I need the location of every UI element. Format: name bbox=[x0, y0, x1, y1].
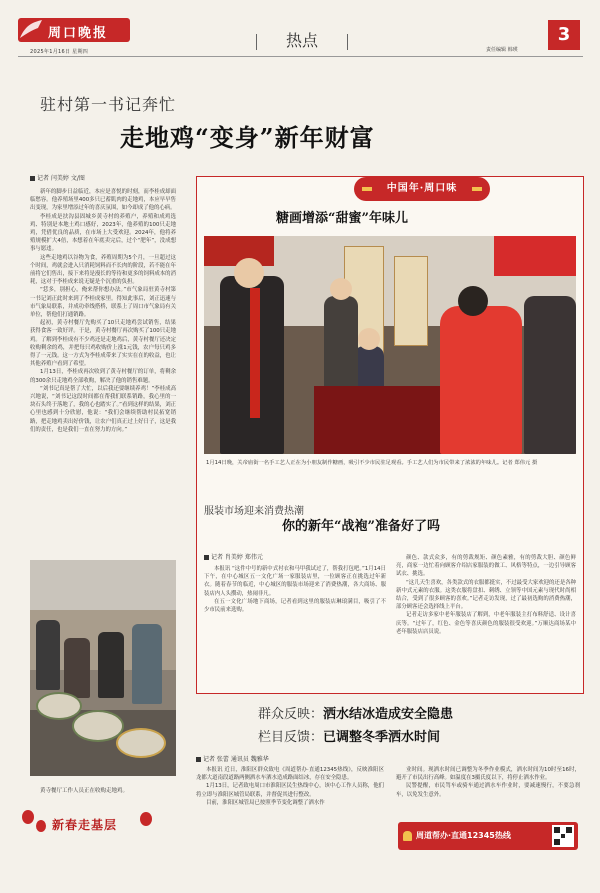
kicker-text: 已调整冬季洒水时间 bbox=[323, 730, 441, 745]
photo-caption: 黄寺餐厅工作人员正在收购走地鸡。 bbox=[40, 788, 129, 794]
column-badge bbox=[354, 177, 490, 201]
byline-text: 记者 肖美婷 郑伟元 bbox=[211, 554, 263, 561]
paragraph: 新年的脚步日益临近，本应是喜悦的时刻，而李桂成却面临愁容。他养殖场里400多只已蓄肌肉的走地鸡，本应早早售出变现，为家里增添过年的喜庆氛围，如今却成了他的心病。 bbox=[30, 189, 176, 212]
paragraph: 业时间。现洒水时间已调整为冬季作业模式，洒水时间为10时至16时，避开了市民出行高峰。如温度在3摄氏度以下，将停止洒水作业。 bbox=[396, 767, 580, 782]
masthead-logo bbox=[18, 18, 130, 42]
kicker-label: 栏目反馈： bbox=[258, 730, 324, 745]
paragraph: 1月13日，李桂成再次收到了黄寺村餐厅的订单，将剩余的300余只走地鸡全部收购，解决了他的销售难题。 bbox=[30, 369, 176, 384]
paragraph: 在五一文化广场地下商场，记者看到这里的服装店琳琅满目，吸引了不少市民前来选购。 bbox=[204, 598, 386, 614]
byline-marker bbox=[204, 555, 209, 560]
paragraph: 民警提醒，市民驾车或骑车通过洒水车作业时，要减速慢行，不要急刹车，以免发生意外。 bbox=[396, 783, 580, 798]
paragraph: 目前，淮阳区城管局已按照季节变化调整了洒水作 bbox=[206, 799, 325, 806]
editor-credit: 责任编辑 韩瑛 bbox=[486, 47, 518, 53]
issue-date: 2025年1月16日 星期四 bbox=[30, 49, 89, 55]
main-body bbox=[30, 188, 176, 556]
kicker-label: 群众反映： bbox=[258, 707, 324, 722]
bottom-body-left bbox=[196, 766, 384, 876]
paragraph: 颜色、款式众多，有的剪裁规矩、颜色素雅，有的剪裁大胆、颜色鲜亮，商家一边忙着向顾客介绍店家服装的做工、风格等特点，一边引导顾客试衣、挑选。 bbox=[396, 555, 576, 578]
lantern-icon bbox=[36, 820, 46, 832]
hotline-banner bbox=[398, 822, 578, 850]
paragraph: 本报讯 “这件中号的新中式衬衣和马甲我试过了，帮我打包吧。”1月14日下午，在中心城区五一文化广场一家服装店里，一位顾客正在挑选过年新衣。随着春节的临近，中心城区的服装市场迎来了消费热潮，各大商场、服装店内人头攒动，热闹非凡。 bbox=[204, 566, 386, 597]
byline-marker bbox=[30, 176, 35, 181]
divider bbox=[256, 34, 257, 50]
banner-text: 新春走基层 bbox=[52, 818, 118, 832]
masthead-title: 周口晚报 bbox=[48, 26, 109, 41]
feature2-kicker: 服装市场迎来消费热潮 bbox=[204, 506, 304, 517]
paragraph: 记者走访多家中老年服装店了解到，中老年服装主打布料舒适、设计喜庆等。“过年了，红色、金色等喜庆颜色的服装很受欢迎。”万顺达商场某中老年服装店店员说。 bbox=[396, 612, 576, 635]
page-number: 3 bbox=[548, 20, 580, 50]
kicker-text: 洒水结冰造成安全隐患 bbox=[323, 707, 454, 722]
paragraph: 起初，黄寺村餐厅先购买了10只走地鸡尝试销售，结果获得食客一致好评。于是，黄寺村餐厅再次购买了100只走地鸡。了解到李桂成有不少鸡还是走地鸡后，黄寺村餐厅还决定收购剩余的鸡，并把每只鸡收购价上涨1元钱，农户每只鸡多得了一元钱。这一方式为李桂成带来了实实在在的收益，也让其他养殖户看到了希望。 bbox=[30, 320, 176, 368]
paragraph: “刘书记真是帮了大忙，以后我还要继续养鸡！”李桂成高兴地说，“刘书记这段时间都在帮我们联系销路，我心里的一块石头终于落地了，我的心也踏实了。”看到这样的结果，刘正心里也感到十分欣慰，他说：“我们会继续帮助村民拓宽销路，把走地鸡卖出好价钱，让农户们真正过上好日子，这是我们的责任，也是我们一直在努力的方向。” bbox=[30, 385, 176, 433]
lantern-icon bbox=[140, 812, 152, 826]
new-spring-banner bbox=[18, 806, 158, 840]
paragraph: 本报讯 近日，淮阳区群众致电《周道帮办·直通12345热线》，反映淮阳区龙都大道南段道路两侧洒水车洒水造成路面结冰，存在安全隐患。 bbox=[196, 767, 384, 782]
divider bbox=[347, 34, 348, 50]
paragraph: “恁多，别担心，俺来帮你想办法。”市气象局驻黄寺村第一书记刘正此时来到了李桂成家里。得知此事后，刘正迅速与市气象局联系，并成功牵线搭桥，联系上了周口市气象局有关单位，帮他们打通销路。 bbox=[30, 287, 176, 319]
paragraph: 这些走地鸡以谷物为食，养殖周期为5个月，一旦超过这个时间，鸡就会进入只消耗饲料而不长肉的阶段，若不能在年前将它们售出，接下来将是漫长的等待和更多的饲料成本的消耗，这对于李桂成来说无疑是个沉重的负担。 bbox=[30, 254, 176, 286]
feature2-body-right bbox=[396, 554, 576, 687]
paragraph: “这儿天生喜欢，各类款式的衣服都挺实，不过最受大家欢迎的还是各种新中式元素的衣服。这类衣服将盘扣、刺绣、立领等中国元素与现代时尚相结合，受到了很多顾客的喜欢。”记者走访发现，过了最初选购的消费热潮，部分顾客还会选择线上平台。 bbox=[396, 579, 576, 611]
main-kicker: 驻村第一书记奔忙 bbox=[40, 95, 177, 114]
sugar-painting-photo bbox=[204, 236, 576, 454]
feature-photo-caption: 1月14日晚，关帝庙街一名手工艺人正在为小朋友制作糖画，吸引不少市民驻足观看。手工艺人们为市民带来了浓浓的年味儿。记者 郑伟元 摄 bbox=[206, 460, 538, 466]
main-headline: 走地鸡“变身”新年财富 bbox=[120, 123, 375, 152]
byline-marker bbox=[196, 757, 201, 762]
main-byline bbox=[30, 173, 85, 182]
ornament-icon bbox=[362, 187, 372, 191]
badge-text: 中国年·周口味 bbox=[386, 183, 458, 194]
ornament-icon bbox=[472, 187, 482, 191]
bottom-kicker-feedback bbox=[258, 726, 440, 745]
paragraph: 李桂成是扶沟县固城乡黄寺村的养殖户，养殖和成鸡选鸡、特别是本地土鸡口感好，2023年，他养殖的100只走地鸡，凭借优良的品质，在市场上大受欢迎。2024年，他将养殖规模扩大4倍，本想着在年底卖完后，过个“肥年”，没成想事与愿违。 bbox=[30, 213, 176, 253]
paragraph: 1月13日，记者致电周口市淮阳区民生热线中心，该中心工作人员称，他们将立即与淮阳区城管局联系，并督促其进行整改。 bbox=[196, 783, 384, 798]
chicken-sale-photo bbox=[30, 560, 176, 776]
byline-text: 记者 闫美婷 文/图 bbox=[37, 175, 85, 182]
feature2-body-left bbox=[204, 565, 386, 687]
header-rule bbox=[18, 56, 583, 57]
feature-headline: 糖画增添“甜蜜”年味儿 bbox=[276, 211, 408, 226]
feature2-headline: 你的新年“战袍”准备好了吗 bbox=[282, 519, 440, 534]
byline-text: 记者 张蕾 通讯员 魏雅华 bbox=[203, 756, 269, 763]
qr-code-icon bbox=[552, 825, 574, 847]
bell-icon bbox=[403, 831, 412, 841]
feature2-byline bbox=[204, 552, 263, 561]
bottom-body-right bbox=[396, 766, 580, 818]
bottom-kicker-complaint bbox=[258, 703, 453, 722]
lantern-icon bbox=[22, 810, 34, 824]
hotline-text: 周道帮办·直通12345热线 bbox=[416, 831, 511, 840]
bottom-byline bbox=[196, 754, 269, 763]
masthead-swoosh-icon bbox=[18, 18, 44, 42]
section-title bbox=[252, 28, 352, 51]
section-label: 热点 bbox=[285, 31, 318, 50]
